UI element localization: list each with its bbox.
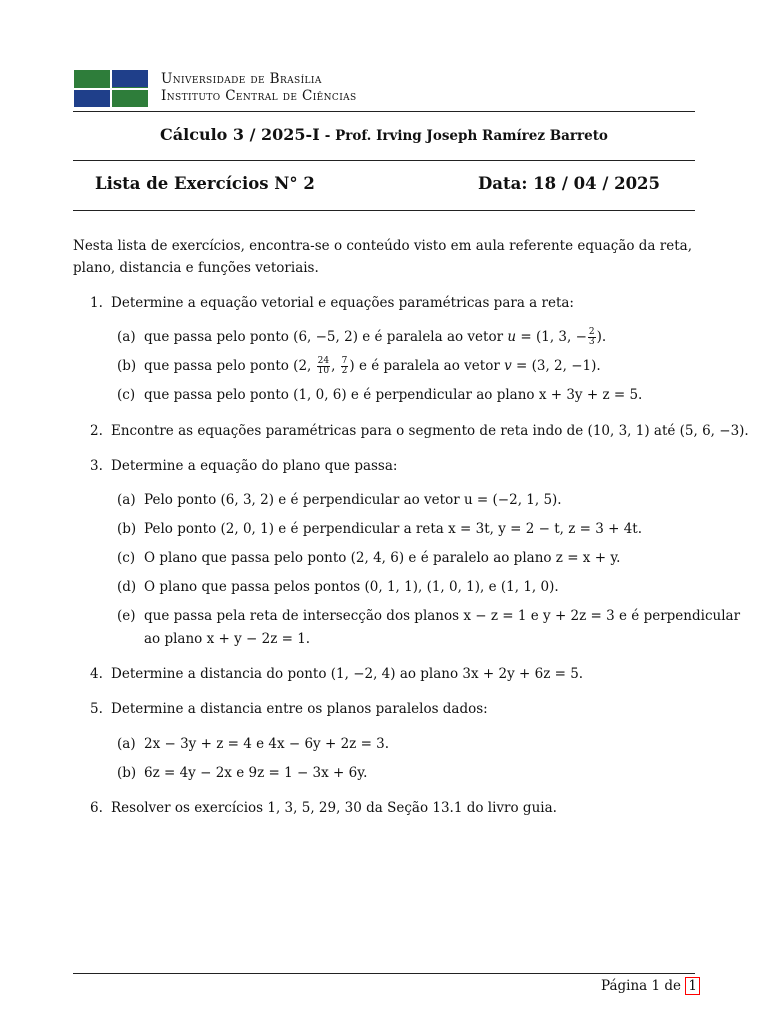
question-number: 2. <box>90 423 103 439</box>
footer-divider <box>73 973 695 974</box>
fraction: $\frac{24}{10}$ <box>317 356 330 376</box>
item-text: O plano que passa pelo ponto (2, 4, 6) e é paralelo ao plano z = x + y. <box>144 550 621 566</box>
item-text: O plano que passa pelos pontos (0, 1, 1), (1, 0, 1), e (1, 1, 0). <box>144 579 559 595</box>
course-title <box>0 125 768 144</box>
item-text: que passa pela reta de intersecção dos planos x − z = 1 e y + 2z = 3 e é perpendicular <box>144 608 741 624</box>
question-text: Encontre as equações paramétricas para o segmento de reta indo de (10, 3, 1) até (5, 6, −3). <box>111 423 749 439</box>
item-text: Pelo ponto (2, 0, 1) e é perpendicular a reta x = 3t, y = 2 − t, z = 3 + 4t. <box>144 521 643 537</box>
fraction: $\frac{7}{2}$ <box>341 356 348 376</box>
intro-paragraph: Nesta lista de exercícios, encontra-se o conteúdo visto em aula referente equação da reta, plano, distancia e funções vetoriais. <box>73 238 692 276</box>
item-label: (a) <box>117 736 136 752</box>
item-label: (d) <box>117 579 137 595</box>
item-label: (a) <box>117 492 136 508</box>
item-label: (a) <box>117 329 136 345</box>
question-text: Determine a distancia do ponto (1, −2, 4) ao plano 3x + 2y + 6z = 5. <box>111 666 584 682</box>
question-text: Resolver os exercícios 1, 3, 5, 29, 30 da Seção 13.1 do livro guia. <box>111 800 557 816</box>
question-number: 6. <box>90 800 103 816</box>
question-number: 3. <box>90 458 103 474</box>
course-name: Cálculo 3 / 2025-I <box>160 125 320 144</box>
item-label: (c) <box>117 387 136 403</box>
question-number: 4. <box>90 666 103 682</box>
university-name: Universidade de Brasília <box>161 71 322 87</box>
professor-name: - Prof. Irving Joseph Ramírez Barreto <box>324 128 608 144</box>
page-indicator: Página 1 de <box>601 978 686 994</box>
item-text: ao plano x + y − 2z = 1. <box>144 631 311 647</box>
item-text: 6z = 4y − 2x e 9z = 1 − 3x + 6y. <box>144 765 368 781</box>
unb-logo <box>74 70 148 107</box>
page-footer <box>601 978 700 994</box>
item-text: 2x − 3y + z = 4 e 4x − 6y + 2z = 3. <box>144 736 390 752</box>
question-number: 5. <box>90 701 103 717</box>
list-title: Lista de Exercícios N° 2 <box>95 174 315 193</box>
item-text: Pelo ponto (6, 3, 2) e é perpendicular ao vetor u = (−2, 1, 5). <box>144 492 562 508</box>
item-label: (c) <box>117 550 136 566</box>
item-label: (e) <box>117 608 136 624</box>
list-date: Data: 18 / 04 / 2025 <box>478 174 661 193</box>
question-text: Determine a distancia entre os planos paralelos dados: <box>111 701 488 717</box>
total-pages-link[interactable]: 1 <box>685 977 700 995</box>
question-text: Determine a equação vetorial e equações paramétricas para a reta: <box>111 295 574 311</box>
divider <box>73 160 695 161</box>
item-text: que passa pelo ponto (1, 0, 6) e é perpendicular ao plano x + 3y + z = 5. <box>144 387 643 403</box>
question-number: 1. <box>90 295 103 311</box>
question-text: Determine a equação do plano que passa: <box>111 458 398 474</box>
item-label: (b) <box>117 358 137 374</box>
divider <box>73 210 695 211</box>
item-label: (b) <box>117 521 137 537</box>
item-text: que passa pelo ponto (6, −5, 2) e é paralela ao vetor u = (1, 3, − $\frac{2}{3}$ ). <box>144 327 607 347</box>
divider <box>73 111 695 112</box>
fraction: $\frac{2}{3}$ <box>588 327 595 347</box>
item-label: (b) <box>117 765 137 781</box>
institute-name: Instituto Central de Ciências <box>161 88 357 104</box>
item-text: que passa pelo ponto (2, $\frac{24}{10}$ , $\frac{7}{2}$ ) e é paralela ao vetor v = (3, 2, −1). <box>144 356 601 376</box>
